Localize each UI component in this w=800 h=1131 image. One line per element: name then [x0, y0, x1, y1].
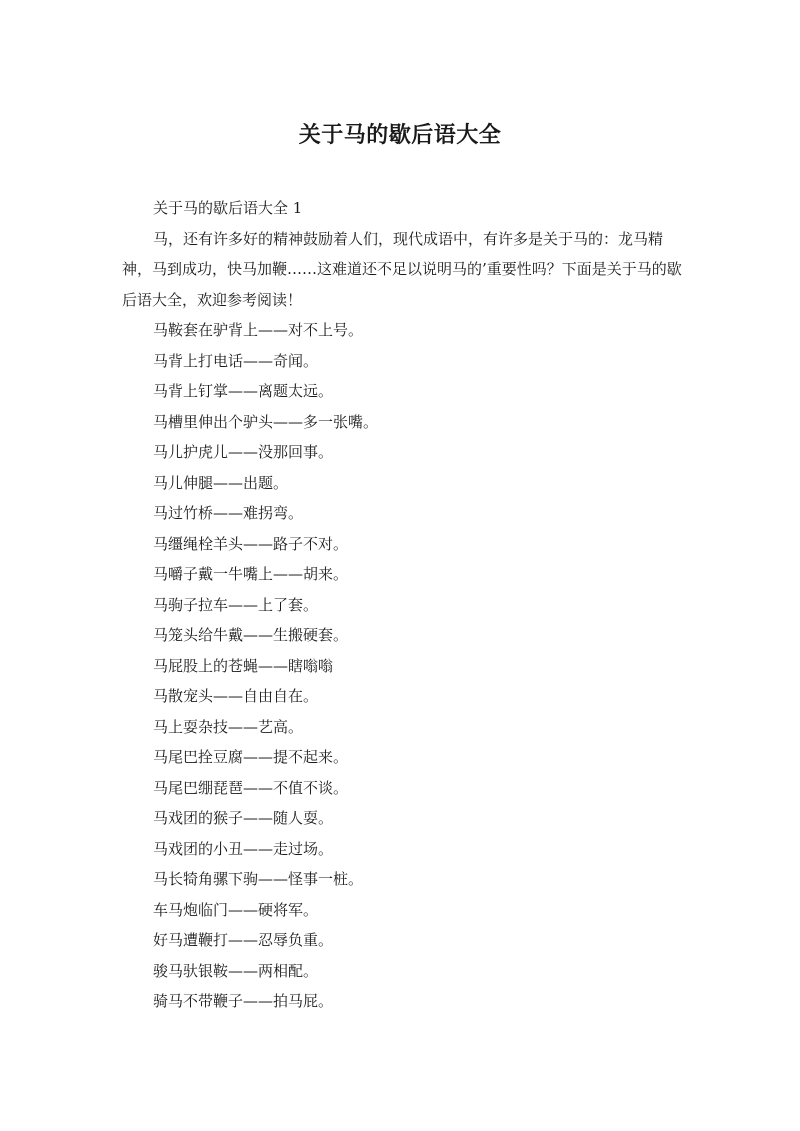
saying-line: 马戏团的小丑——走过场。 [153, 839, 334, 858]
saying-line: 马尾巴绷琵琶——不值不谈。 [153, 778, 349, 797]
saying-line: 马嚼子戴一牛嘴上——胡来。 [153, 565, 349, 583]
saying-line: 马戏团的猴子——随人耍。 [153, 809, 334, 827]
section-heading: 关于马的歇后语大全 1 [153, 199, 303, 217]
saying-line: 马尾巴拴豆腐——提不起来。 [153, 748, 349, 766]
saying-line: 马儿护虎儿——没那回事。 [153, 443, 334, 461]
saying-line: 马儿伸腿——出题。 [153, 473, 289, 492]
saying-line: 马槽里伸出个驴头——多一张嘴。 [153, 412, 379, 431]
saying-line: 马上耍杂技——艺高。 [153, 717, 304, 736]
document-title: 关于马的歇后语大全 [298, 123, 502, 148]
saying-line: 马鞍套在驴背上——对不上号。 [153, 321, 364, 339]
document-body [122, 193, 682, 1017]
saying-line: 马驹子拉车——上了套。 [153, 595, 319, 614]
saying-line: 骏马驮银鞍——两相配。 [153, 961, 319, 980]
saying-line: 马背上打电话——奇闻。 [153, 351, 319, 370]
saying-line: 马缰绳栓羊头——路子不对。 [153, 534, 349, 553]
saying-line: 骑马不带鞭子——拍马屁。 [153, 992, 334, 1010]
sayings-list [122, 315, 682, 1017]
intro-paragraph: 马，还有许多好的精神鼓励着人们，现代成语中，有许多是关于马的：龙马精神，马到成功，快马加鞭……这难道还不足以说明马的’重要性吗？下面是关于马的歇后语大全，欢迎参考阅读！ [122, 229, 682, 309]
saying-line: 马屁股上的苍蝇——瞎嗡嗡 [153, 656, 334, 675]
saying-line: 马散宠头——自由自在。 [153, 687, 319, 705]
saying-line: 马长犄角骡下驹——怪事一桩。 [153, 870, 364, 888]
saying-line: 车马炮临门——硬将军。 [153, 900, 319, 919]
saying-line: 好马遭鞭打——忍辱负重。 [153, 931, 334, 949]
saying-line: 马笼头给牛戴——生搬硬套。 [153, 626, 349, 644]
saying-line: 马过竹桥——难拐弯。 [153, 504, 304, 522]
saying-line: 马背上钉掌——离题太远。 [153, 382, 334, 400]
